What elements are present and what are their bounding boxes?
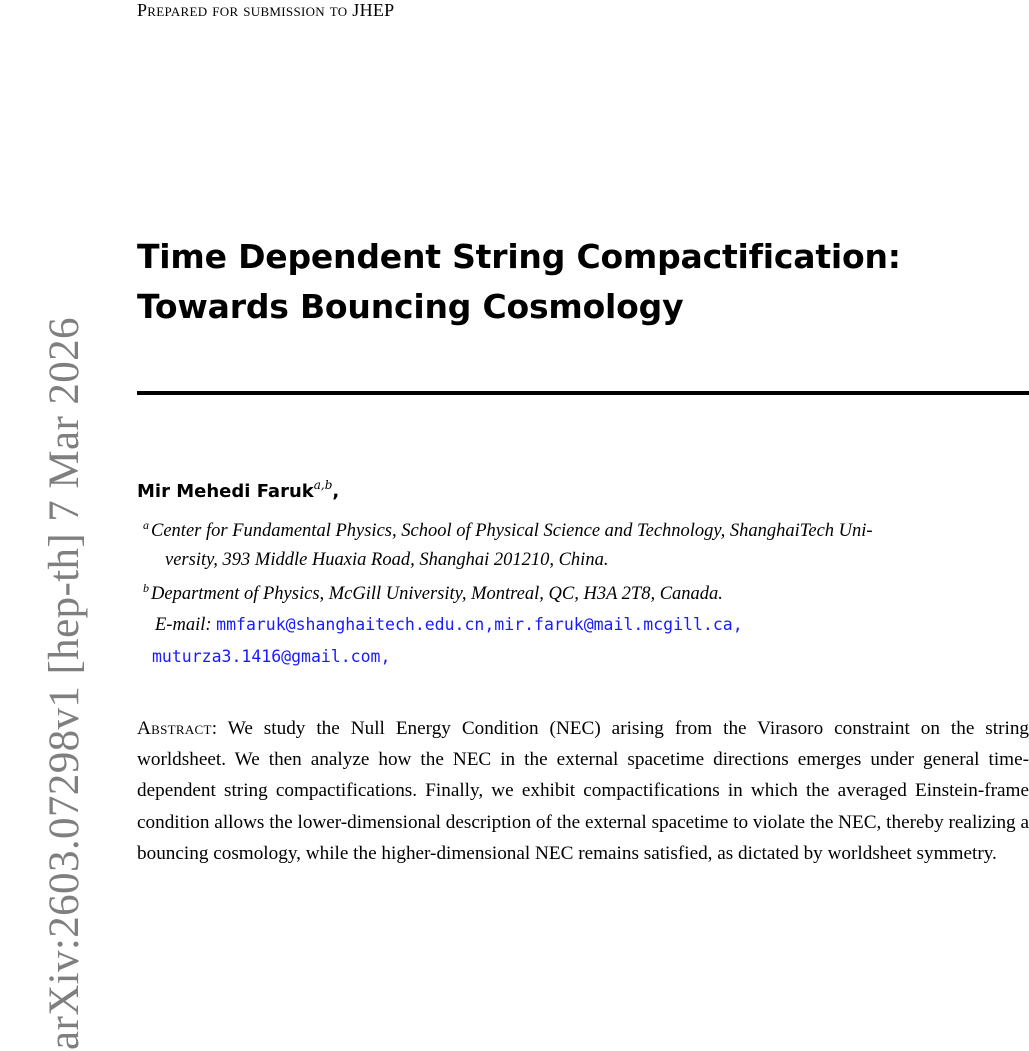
affiliation-a — [143, 517, 1029, 575]
author-affiliation-marks: a,b — [313, 478, 333, 492]
author-line — [137, 478, 339, 506]
author-name: Mir Mehedi Faruk — [137, 481, 314, 502]
email-line — [155, 610, 743, 640]
paper-title: Time Dependent String Compactification: Towards Bouncing Cosmology — [137, 237, 901, 326]
affiliation-b — [143, 580, 1029, 609]
abstract-separator: : — [211, 718, 218, 739]
title-rule — [137, 391, 1029, 395]
abstract-label: Abstract — [137, 718, 212, 739]
email-addresses-link-2[interactable]: muturza3.1416@gmail.com, — [152, 647, 391, 666]
email-addresses-link-1[interactable]: mmfaruk@shanghaitech.edu.cn,mir.faruk@mail.mcgill.ca, — [216, 615, 743, 634]
submission-note: Prepared for submission to JHEP — [137, 0, 395, 20]
abstract-text: We study the Null Energy Condition (NEC) arising from the Virasoro constraint on the string worldsheet. We then analyze how the NEC in the external spacetime directions emerges under general time-dependent string compactifications. Finally, we exhibit compactifications in which the averaged Einstein-frame condition allows the lower-dimensional description of the external spacetime to violate the NEC, thereby realizing a bouncing cosmology, while the higher-dimensional NEC remains satisfied, as dictated by worldsheet symmetry. — [137, 718, 1029, 864]
affiliation-a-line1: Center for Fundamental Physics, School of Physical Science and Technology, ShanghaiTech Uni- — [151, 521, 873, 541]
affiliation-b-line1: Department of Physics, McGill University, Montreal, QC, H3A 2T8, Canada. — [151, 584, 723, 604]
arxiv-identifier-stamp: arXiv:2603.07298v1 [hep-th] 7 Mar 2026 — [41, 317, 88, 1050]
email-label: E-mail: — [155, 615, 212, 635]
affiliation-a-line2: versity, 393 Middle Huaxia Road, Shanghai 201210, China. — [165, 550, 609, 570]
email-line-2 — [152, 642, 390, 671]
author-separator: , — [332, 481, 340, 502]
affiliation-a-mark: a — [143, 518, 149, 532]
affiliation-b-mark: b — [143, 581, 149, 595]
abstract — [137, 713, 1029, 869]
